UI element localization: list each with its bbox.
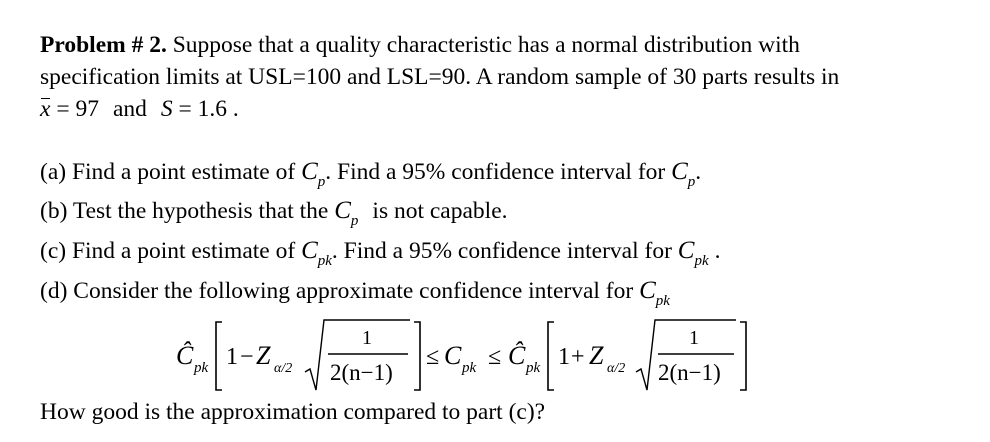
xbar-symbol: x (40, 96, 51, 122)
formula-right-bracket-close (740, 322, 746, 390)
closing-question: How good is the approximation compared to part (c)? (40, 399, 546, 425)
formula-chat-left: Ĉ (176, 341, 194, 370)
cp-subscript-2: p (687, 174, 696, 190)
intro-text-1: Suppose that a quality characteristic has a normal distribution with (166, 32, 800, 58)
cp-subscript: p (317, 174, 326, 190)
formula-one-left: 1 (226, 344, 238, 370)
cp-subscript-3: p (350, 213, 359, 229)
cp-symbol-2: C (671, 158, 688, 185)
cpk-subscript-2: pk (694, 253, 709, 269)
and-text: and (112, 96, 147, 122)
period-2: . (714, 238, 721, 264)
formula-numer-right: 1 (689, 327, 699, 349)
cpk-symbol: C (301, 237, 318, 264)
cp-symbol: C (301, 158, 318, 185)
cpk-symbol-2: C (677, 237, 695, 264)
formula-one-right: 1 (558, 344, 570, 370)
part-a-text-1: (a) Find a point estimate of (40, 159, 302, 185)
formula-chat-right: Ĉ (508, 341, 526, 370)
part-c-text-2: . Find a 95% confidence interval for (331, 238, 678, 264)
part-c-text-1: (c) Find a point estimate of (40, 238, 302, 264)
problem-label: Problem # 2. (40, 32, 167, 58)
part-b-text-2: is not capable. (372, 198, 508, 224)
part-d-text: (d) Consider the following approximate confidence interval for (40, 278, 640, 304)
formula-z-right: Z (589, 341, 604, 370)
formula-denom-left: 2(n−1) (330, 360, 393, 385)
formula-pk-mid: pk (462, 360, 477, 376)
problem-intro-line-1 (40, 31, 800, 59)
part-c (40, 237, 721, 268)
s-value: = 1.6 . (172, 96, 239, 122)
part-a (40, 158, 701, 189)
problem-intro-line-2: specification limits at USL=100 and LSL=90. A random sample of 30 parts results in (40, 64, 840, 90)
formula-plus: + (571, 344, 585, 370)
part-b-text: (b) Test the hypothesis that the (40, 198, 335, 224)
part-d (40, 277, 670, 308)
formula-pk-right: pk (526, 360, 541, 376)
formula-minus: − (240, 344, 254, 370)
period: . (695, 159, 702, 185)
formula-numer-left: 1 (362, 327, 372, 349)
formula-pk-left: pk (194, 360, 209, 376)
formula-leq-1: ≤ (426, 344, 440, 370)
xbar-value: = 97 (50, 96, 99, 122)
formula-z-left: Z (256, 341, 271, 370)
formula-right-bracket-open (548, 322, 554, 390)
problem-intro-line-3 (40, 95, 239, 123)
cp-symbol-3: C (334, 197, 351, 224)
cpk-subscript-3: pk (655, 293, 670, 309)
formula-alpha-left: α/2 (274, 361, 293, 376)
confidence-interval-formula (170, 314, 770, 398)
formula-denom-right: 2(n−1) (658, 360, 721, 385)
cpk-subscript: pk (317, 253, 332, 269)
formula-left-bracket-open (216, 322, 222, 390)
part-b (40, 197, 508, 228)
cpk-symbol-3: C (639, 277, 656, 304)
formula-left-bracket-close (414, 322, 420, 390)
s-symbol: S (160, 96, 173, 122)
part-a-text-2: . Find a 95% confidence interval for (325, 159, 672, 185)
formula-c-mid: C (444, 341, 462, 370)
formula-leq-2: ≤ (488, 344, 502, 370)
formula-alpha-right: α/2 (607, 361, 626, 376)
